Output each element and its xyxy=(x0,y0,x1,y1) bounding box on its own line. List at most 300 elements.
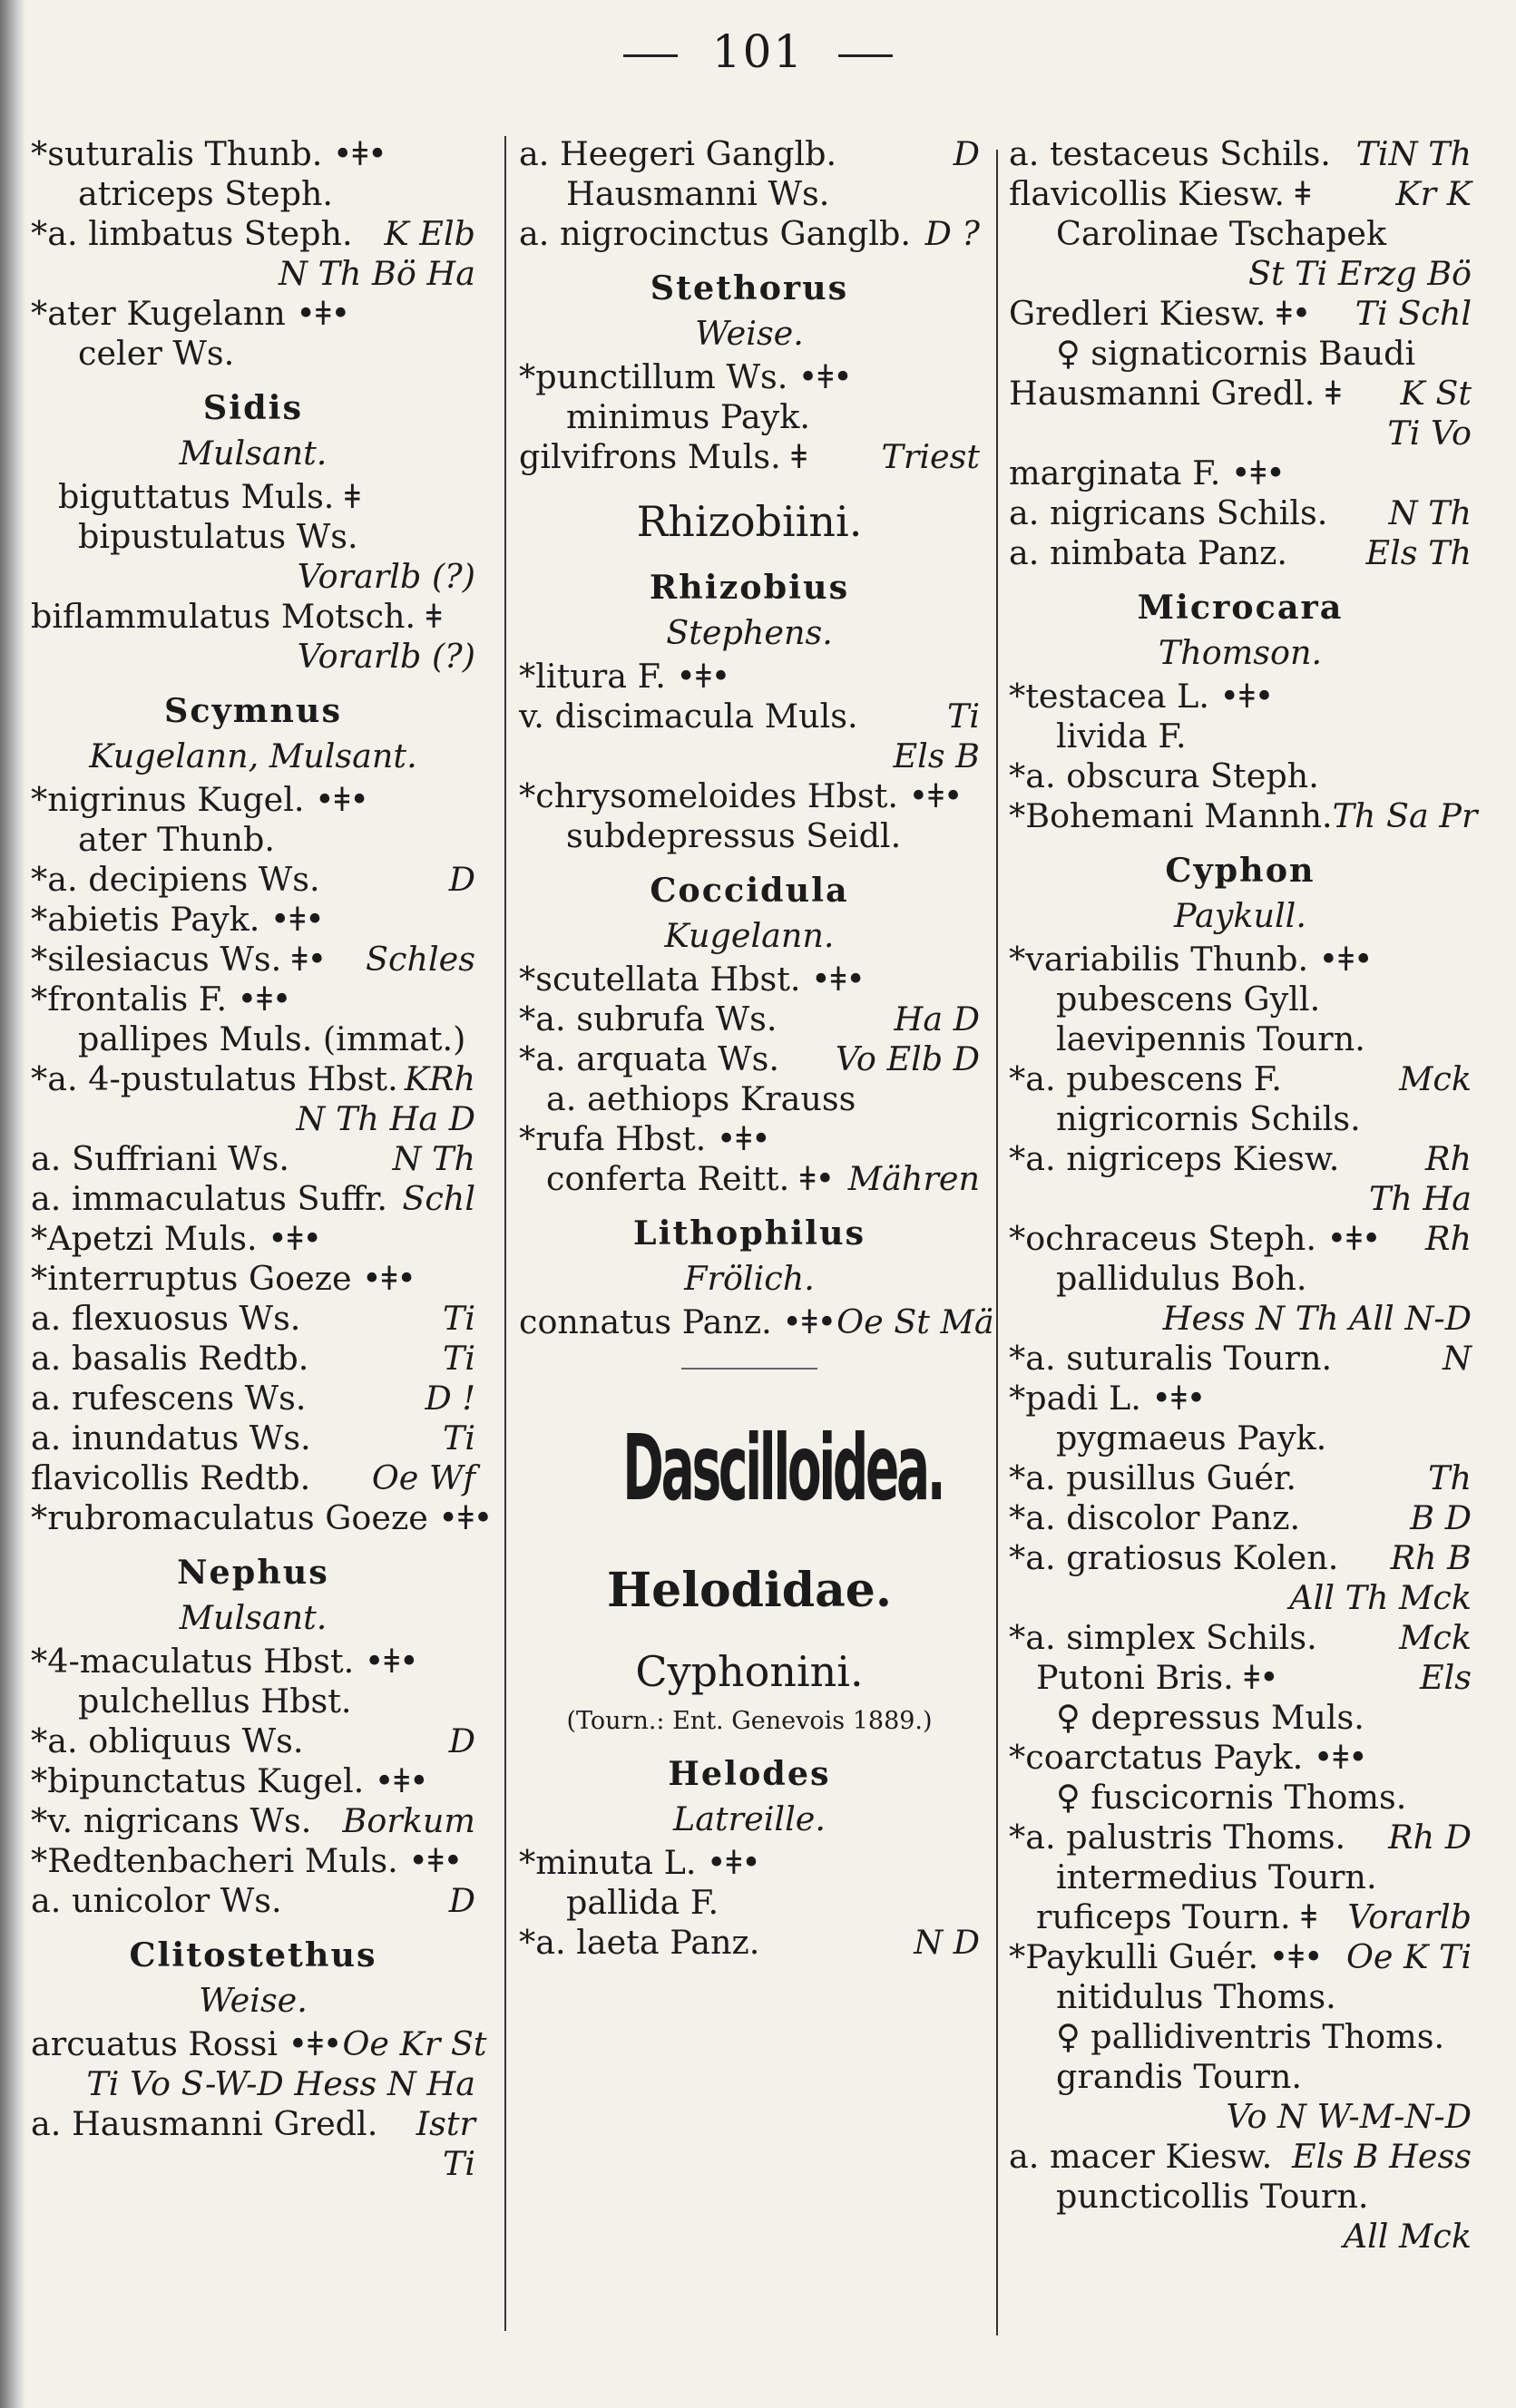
species-line xyxy=(31,2144,475,2184)
species-name: a. immaculatus Suffr. xyxy=(31,1179,387,1218)
species-name: *v. nigricans Ws. xyxy=(31,1801,312,1840)
species-name: laevipennis Tourn. xyxy=(1056,1019,1365,1058)
species-name: *suturalis Thunb. •ǂ• xyxy=(31,134,387,173)
species-locality: Mck xyxy=(1399,1618,1472,1657)
species-name: *padi L. •ǂ• xyxy=(1009,1379,1207,1418)
header-dash-left xyxy=(623,54,678,57)
species-name: *abietis Payk. •ǂ• xyxy=(31,900,325,939)
species-locality: Ti xyxy=(442,1418,475,1457)
species-name: conferta Reitt. ǂ• xyxy=(546,1159,836,1198)
species-name: *testacea L. •ǂ• xyxy=(1009,677,1275,716)
species-name: a. nigricans Schils. xyxy=(1009,493,1328,532)
species-name: *a. arquata Ws. xyxy=(519,1039,779,1078)
species-name: *ochraceus Steph. •ǂ• xyxy=(1009,1219,1382,1258)
species-name: *a. subrufa Ws. xyxy=(519,999,778,1038)
species-locality: Mähren xyxy=(847,1159,980,1198)
species-line xyxy=(31,1642,475,1682)
species-line xyxy=(31,1219,475,1259)
species-name: *a. palustris Thoms. xyxy=(1009,1818,1346,1857)
page-edge-shadow xyxy=(0,0,25,2408)
species-name: *frontalis F. •ǂ• xyxy=(31,980,292,1019)
species-line xyxy=(519,736,980,776)
genus-author: Weise. xyxy=(695,314,804,353)
genus-author: Kugelann. xyxy=(664,916,835,955)
species-locality: Ti xyxy=(442,1339,475,1378)
species-locality: N D xyxy=(914,1923,980,1962)
species-locality: Mck xyxy=(1399,1059,1472,1098)
species-name: nigricornis Schils. xyxy=(1056,1099,1361,1138)
species-name: a. Suffriani Ws. xyxy=(31,1139,289,1178)
species-locality: Ti Schl xyxy=(1355,294,1472,333)
species-line xyxy=(31,1019,475,1059)
species-line xyxy=(1009,1299,1472,1339)
species-name: *rubromaculatus Goeze •ǂ• xyxy=(31,1498,494,1537)
species-list xyxy=(519,960,980,1199)
species-line xyxy=(1009,1219,1472,1259)
species-locality: All Th Mck xyxy=(1289,1578,1472,1617)
species-line xyxy=(1009,1698,1472,1738)
species-name: *minuta L. •ǂ• xyxy=(519,1843,761,1882)
species-line xyxy=(31,1299,475,1339)
species-line xyxy=(519,1883,980,1923)
species-name: ♀ depressus Muls. xyxy=(1056,1698,1364,1737)
species-name: a. Hausmanni Gredl. xyxy=(31,2104,378,2143)
species-locality: D xyxy=(448,1721,475,1760)
species-locality: N Th Bö Ha xyxy=(279,254,475,293)
species-line xyxy=(31,254,475,294)
species-locality: Oe Wf xyxy=(371,1458,475,1497)
species-locality: Els Th xyxy=(1365,533,1472,572)
species-locality: Triest xyxy=(881,437,980,476)
species-line xyxy=(519,174,980,214)
species-locality: Els B xyxy=(893,736,980,775)
species-line xyxy=(1009,2097,1472,2137)
species-name: *scutellata Hbst. •ǂ• xyxy=(519,960,866,999)
species-line xyxy=(519,960,980,999)
species-line xyxy=(31,334,475,374)
species-list xyxy=(1009,677,1478,836)
species-locality: Vorarlb (?) xyxy=(297,637,475,676)
species-line xyxy=(519,1119,980,1159)
family-heading: Helodidae. xyxy=(606,1563,892,1618)
species-name: a. unicolor Ws. xyxy=(31,1881,282,1920)
species-line xyxy=(519,437,980,477)
species-locality: Vorarlb (?) xyxy=(297,557,475,596)
species-line xyxy=(1009,334,1472,374)
species-name: a. testaceus Schils. xyxy=(1009,134,1331,173)
species-list xyxy=(1009,940,1472,2257)
species-line xyxy=(1009,796,1478,836)
species-list xyxy=(31,780,494,1538)
species-locality: Rh D xyxy=(1388,1818,1472,1857)
species-line xyxy=(1009,1618,1472,1658)
species-name: bipustulatus Ws. xyxy=(78,517,358,556)
species-line xyxy=(31,1379,475,1418)
species-line xyxy=(31,940,475,980)
species-name: a. aethiops Krauss xyxy=(546,1079,856,1118)
species-line xyxy=(1009,2137,1472,2177)
species-locality: Th xyxy=(1428,1458,1472,1497)
species-line xyxy=(1009,294,1472,334)
species-name: flavicollis Kiesw. ǂ xyxy=(1009,174,1311,213)
genus-author: Mulsant. xyxy=(179,434,328,473)
species-list xyxy=(1009,134,1472,573)
genus-author: Paykull. xyxy=(1174,896,1306,935)
species-line xyxy=(1009,533,1472,573)
species-locality: Oe K Ti xyxy=(1345,1937,1472,1976)
section-separator xyxy=(681,1368,817,1370)
species-line xyxy=(31,134,475,174)
species-list xyxy=(519,357,980,477)
species-name: nitidulus Thoms. xyxy=(1056,1977,1336,2016)
species-locality: D xyxy=(953,134,980,173)
species-name: *Bohemani Mannh. xyxy=(1009,796,1333,835)
species-line xyxy=(31,1458,475,1498)
species-name: *a. decipiens Ws. xyxy=(31,860,320,899)
species-list xyxy=(519,134,980,254)
species-list xyxy=(519,657,980,856)
species-locality: Hess N Th All N-D xyxy=(1162,1299,1472,1338)
species-line xyxy=(519,1079,980,1119)
species-name: pallidulus Boh. xyxy=(1056,1259,1307,1298)
species-name: *coarctatus Payk. •ǂ• xyxy=(1009,1738,1368,1777)
column-2 xyxy=(519,134,994,2345)
species-name: *a. 4-pustulatus Hbst. xyxy=(31,1059,398,1098)
species-locality: D ? xyxy=(924,214,980,253)
species-line xyxy=(519,134,980,174)
genus-author: Kugelann, Mulsant. xyxy=(89,736,417,775)
column-1 xyxy=(31,134,494,2345)
species-line xyxy=(1009,1578,1472,1618)
species-line xyxy=(519,657,980,697)
species-locality: D xyxy=(448,860,475,899)
species-name: pallida F. xyxy=(566,1883,719,1922)
species-name: *silesiacus Ws. ǂ• xyxy=(31,940,328,979)
species-line xyxy=(31,1179,475,1219)
species-name: biguttatus Muls. ǂ xyxy=(58,477,360,516)
species-list xyxy=(31,477,475,677)
species-line xyxy=(1009,756,1472,796)
species-name: *Paykulli Guér. •ǂ• xyxy=(1009,1937,1324,1976)
genus-heading: Cyphon xyxy=(1165,851,1315,890)
species-line xyxy=(31,2104,475,2144)
species-locality: N Th xyxy=(1388,493,1472,532)
genus-heading: Scymnus xyxy=(163,691,343,730)
tribe-heading: Rhizobiini. xyxy=(636,497,863,546)
species-line xyxy=(1009,1099,1472,1139)
species-line xyxy=(1009,254,1472,294)
species-list xyxy=(519,1302,994,1342)
species-line xyxy=(519,697,980,736)
species-locality: St Ti Erzg Bö xyxy=(1248,254,1472,293)
species-name: biflammulatus Motsch. ǂ xyxy=(31,597,442,636)
species-locality: Ti xyxy=(946,697,980,736)
species-line xyxy=(1009,1339,1472,1379)
species-locality: Schles xyxy=(366,940,475,979)
species-line xyxy=(1009,1897,1472,1937)
header-dash-right xyxy=(838,54,893,57)
species-line xyxy=(31,900,475,940)
species-name: a. macer Kiesw. xyxy=(1009,2137,1273,2176)
genus-heading: Coccidula xyxy=(650,871,849,910)
genus-heading: Stethorus xyxy=(650,268,849,307)
species-line xyxy=(31,517,475,557)
genus-heading: Nephus xyxy=(177,1553,329,1592)
species-line xyxy=(31,477,475,517)
species-locality: Oe St Mä xyxy=(836,1302,994,1341)
species-name: *nigrinus Kugel. •ǂ• xyxy=(31,780,369,819)
species-line xyxy=(1009,1458,1472,1498)
species-locality: All Mck xyxy=(1343,2217,1472,2256)
species-name: *a. laeta Panz. xyxy=(519,1923,760,1962)
species-name: ♀ signaticornis Baudi xyxy=(1056,334,1416,373)
species-line xyxy=(1009,940,1472,980)
species-name: *a. limbatus Steph. xyxy=(31,214,353,253)
species-locality: Th Sa Pr xyxy=(1332,796,1478,835)
species-locality: K St xyxy=(1400,374,1472,413)
species-name: pulchellus Hbst. xyxy=(78,1682,352,1721)
species-line xyxy=(31,1881,475,1921)
species-line xyxy=(31,780,475,820)
species-line xyxy=(1009,2217,1472,2257)
genus-heading: Microcara xyxy=(1137,588,1344,627)
species-name: *a. gratiosus Kolen. xyxy=(1009,1538,1339,1577)
species-name: ♀ pallidiventris Thoms. xyxy=(1056,2017,1445,2056)
species-line xyxy=(1009,1019,1472,1059)
species-line xyxy=(1009,414,1472,453)
species-name: Hausmanni Gredl. ǂ xyxy=(1009,374,1341,413)
species-line xyxy=(31,1259,475,1299)
species-line xyxy=(519,1159,980,1199)
species-locality: TiN Th xyxy=(1355,134,1472,173)
column-3 xyxy=(1009,134,1478,2345)
species-name: *rufa Hbst. •ǂ• xyxy=(519,1119,771,1158)
species-name: puncticollis Tourn. xyxy=(1056,2177,1369,2216)
species-line xyxy=(1009,1818,1472,1857)
species-name: grandis Tourn. xyxy=(1056,2057,1303,2096)
species-name: v. discimacula Muls. xyxy=(519,697,858,736)
species-line xyxy=(1009,1857,1472,1897)
species-line xyxy=(31,1099,475,1139)
species-line xyxy=(1009,1139,1472,1179)
genus-author: Stephens. xyxy=(666,613,833,652)
species-locality: N xyxy=(1443,1339,1472,1378)
species-name: *litura F. •ǂ• xyxy=(519,657,731,696)
species-name: pubescens Gyll. xyxy=(1056,980,1321,1019)
superfamily-heading: Dascilloidea. xyxy=(622,1415,944,1521)
species-name: connatus Panz. •ǂ• xyxy=(519,1302,837,1341)
species-name: a. Heegeri Ganglb. xyxy=(519,134,837,173)
species-line xyxy=(519,776,980,816)
species-name: *a. obliquus Ws. xyxy=(31,1721,304,1760)
species-name: *Apetzi Muls. •ǂ• xyxy=(31,1219,323,1258)
column-rule-right xyxy=(996,150,998,2335)
species-line xyxy=(1009,2177,1472,2217)
species-line xyxy=(31,2024,487,2064)
species-list xyxy=(519,1843,980,1963)
species-name: *a. discolor Panz. xyxy=(1009,1498,1301,1537)
genus-heading: Rhizobius xyxy=(649,568,850,607)
species-locality: Rh xyxy=(1425,1219,1472,1258)
species-name: a. flexuosus Ws. xyxy=(31,1299,301,1338)
species-locality: Rh xyxy=(1425,1139,1472,1178)
species-name: *a. pubescens F. xyxy=(1009,1059,1282,1098)
species-line xyxy=(519,1923,980,1963)
genus-heading: Clitostethus xyxy=(129,1935,377,1974)
species-name: a. inundatus Ws. xyxy=(31,1418,311,1457)
species-name: atriceps Steph. xyxy=(78,174,334,213)
species-name: celer Ws. xyxy=(78,334,235,373)
species-line xyxy=(1009,1418,1472,1458)
species-line xyxy=(519,357,980,397)
species-name: ♀ fuscicornis Thoms. xyxy=(1056,1778,1407,1817)
species-line xyxy=(31,1059,475,1099)
species-locality: Rh B xyxy=(1390,1538,1472,1577)
species-line xyxy=(31,2064,475,2104)
genus-author: Weise. xyxy=(199,1981,308,2020)
species-line xyxy=(1009,1379,1472,1418)
species-locality: B D xyxy=(1410,1498,1472,1537)
species-line xyxy=(519,1302,994,1342)
species-locality: D ! xyxy=(425,1379,475,1418)
page-header xyxy=(0,25,1516,78)
species-line xyxy=(31,1139,475,1179)
species-line xyxy=(31,557,475,597)
species-list xyxy=(31,2024,487,2184)
species-name: *Redtenbacheri Muls. •ǂ• xyxy=(31,1841,464,1880)
species-line xyxy=(1009,1658,1472,1698)
species-line xyxy=(1009,134,1472,174)
species-line xyxy=(31,1498,494,1538)
species-line xyxy=(519,816,980,856)
species-line xyxy=(1009,2017,1472,2057)
species-line xyxy=(31,980,475,1019)
species-name: *a. pusillus Guér. xyxy=(1009,1458,1296,1497)
species-line xyxy=(1009,2057,1472,2097)
species-name: Gredleri Kiesw. ǂ• xyxy=(1009,294,1312,333)
species-line xyxy=(31,597,475,637)
species-locality: Oe Kr St xyxy=(342,2024,487,2063)
species-locality: N Th Ha D xyxy=(296,1099,475,1138)
column-rule-left xyxy=(504,136,506,2331)
species-locality: Borkum xyxy=(342,1801,475,1840)
species-name: a. nimbata Panz. xyxy=(1009,533,1287,572)
species-locality: Ti Vo S-W-D Hess N Ha xyxy=(86,2064,475,2103)
species-locality: N Th xyxy=(392,1139,475,1178)
species-name: Hausmanni Ws. xyxy=(566,174,830,213)
species-locality: Kr K xyxy=(1395,174,1472,213)
species-name: Putoni Bris. ǂ• xyxy=(1036,1658,1279,1697)
species-list xyxy=(31,134,475,374)
species-line xyxy=(1009,1259,1472,1299)
species-line xyxy=(1009,1778,1472,1818)
species-name: *4-maculatus Hbst. •ǂ• xyxy=(31,1642,419,1681)
species-line xyxy=(1009,1179,1472,1219)
species-name: *bipunctatus Kugel. •ǂ• xyxy=(31,1761,429,1800)
species-line xyxy=(1009,1738,1472,1778)
species-name: *ater Kugelann •ǂ• xyxy=(31,294,351,333)
species-name: flavicollis Redtb. xyxy=(31,1458,311,1497)
species-name: ruficeps Tourn. ǂ xyxy=(1036,1897,1316,1936)
species-name: *a. nigriceps Kiesw. xyxy=(1009,1139,1340,1178)
genus-author: Mulsant. xyxy=(179,1598,328,1637)
species-line xyxy=(1009,453,1472,493)
species-name: a. nigrocinctus Ganglb. xyxy=(519,214,911,253)
species-locality: Ha D xyxy=(894,999,980,1038)
species-line xyxy=(519,1843,980,1883)
species-locality: Vo N W-M-N-D xyxy=(1226,2097,1472,2136)
tribe-heading: Cyphonini. xyxy=(635,1647,864,1696)
species-line xyxy=(31,1721,475,1761)
species-locality: Schl xyxy=(402,1179,475,1218)
species-locality: Istr xyxy=(416,2104,475,2143)
genus-heading: Helodes xyxy=(668,1754,831,1793)
species-line xyxy=(31,294,475,334)
species-name: *a. obscura Steph. xyxy=(1009,756,1319,795)
species-line xyxy=(31,1418,475,1458)
species-line xyxy=(1009,1977,1472,2017)
species-name: minimus Payk. xyxy=(566,397,810,436)
species-line xyxy=(1009,374,1472,414)
genus-author: Thomson. xyxy=(1158,633,1323,672)
species-name: arcuatus Rossi •ǂ• xyxy=(31,2024,343,2063)
species-line xyxy=(1009,1937,1472,1977)
tribe-reference: (Tourn.: Ent. Genevois 1889.) xyxy=(566,1707,933,1735)
species-name: *a. suturalis Tourn. xyxy=(1009,1339,1333,1378)
species-name: pygmaeus Payk. xyxy=(1056,1418,1327,1457)
genus-heading: Sidis xyxy=(202,388,304,427)
species-line xyxy=(31,820,475,860)
species-locality: KRh xyxy=(404,1059,475,1098)
species-locality: Vo Elb D xyxy=(835,1039,980,1078)
species-locality: K Elb xyxy=(384,214,475,253)
species-name: a. rufescens Ws. xyxy=(31,1379,307,1418)
species-line xyxy=(31,1761,475,1801)
species-list xyxy=(31,1642,475,1921)
species-name: marginata F. •ǂ• xyxy=(1009,453,1286,492)
species-line xyxy=(1009,214,1472,254)
species-line xyxy=(31,1682,475,1721)
species-locality: Ti xyxy=(442,1299,475,1338)
species-line xyxy=(1009,677,1472,717)
species-line xyxy=(1009,1059,1472,1099)
genus-heading: Lithophilus xyxy=(632,1214,866,1253)
species-name: gilvifrons Muls. ǂ xyxy=(519,437,807,476)
species-line xyxy=(31,1339,475,1379)
species-line xyxy=(1009,493,1472,533)
species-locality: Els xyxy=(1419,1658,1472,1697)
species-name: *chrysomeloides Hbst. •ǂ• xyxy=(519,776,963,815)
species-name: pallipes Muls. (immat.) xyxy=(78,1019,466,1058)
species-line xyxy=(1009,717,1472,756)
species-line xyxy=(1009,1498,1472,1538)
species-line xyxy=(1009,1538,1472,1578)
species-line xyxy=(519,214,980,254)
species-name: Carolinae Tschapek xyxy=(1056,214,1387,253)
genus-author: Latreille. xyxy=(673,1799,826,1838)
species-name: ater Thunb. xyxy=(78,820,275,859)
species-name: *a. simplex Schils. xyxy=(1009,1618,1317,1657)
species-name: *variabilis Thunb. •ǂ• xyxy=(1009,940,1374,979)
species-name: *punctillum Ws. •ǂ• xyxy=(519,357,853,396)
species-line xyxy=(519,397,980,437)
species-line xyxy=(31,860,475,900)
species-line xyxy=(31,174,475,214)
species-name: *interruptus Goeze •ǂ• xyxy=(31,1259,416,1298)
species-line xyxy=(1009,980,1472,1019)
genus-author: Frölich. xyxy=(684,1259,815,1298)
species-line xyxy=(519,999,980,1039)
